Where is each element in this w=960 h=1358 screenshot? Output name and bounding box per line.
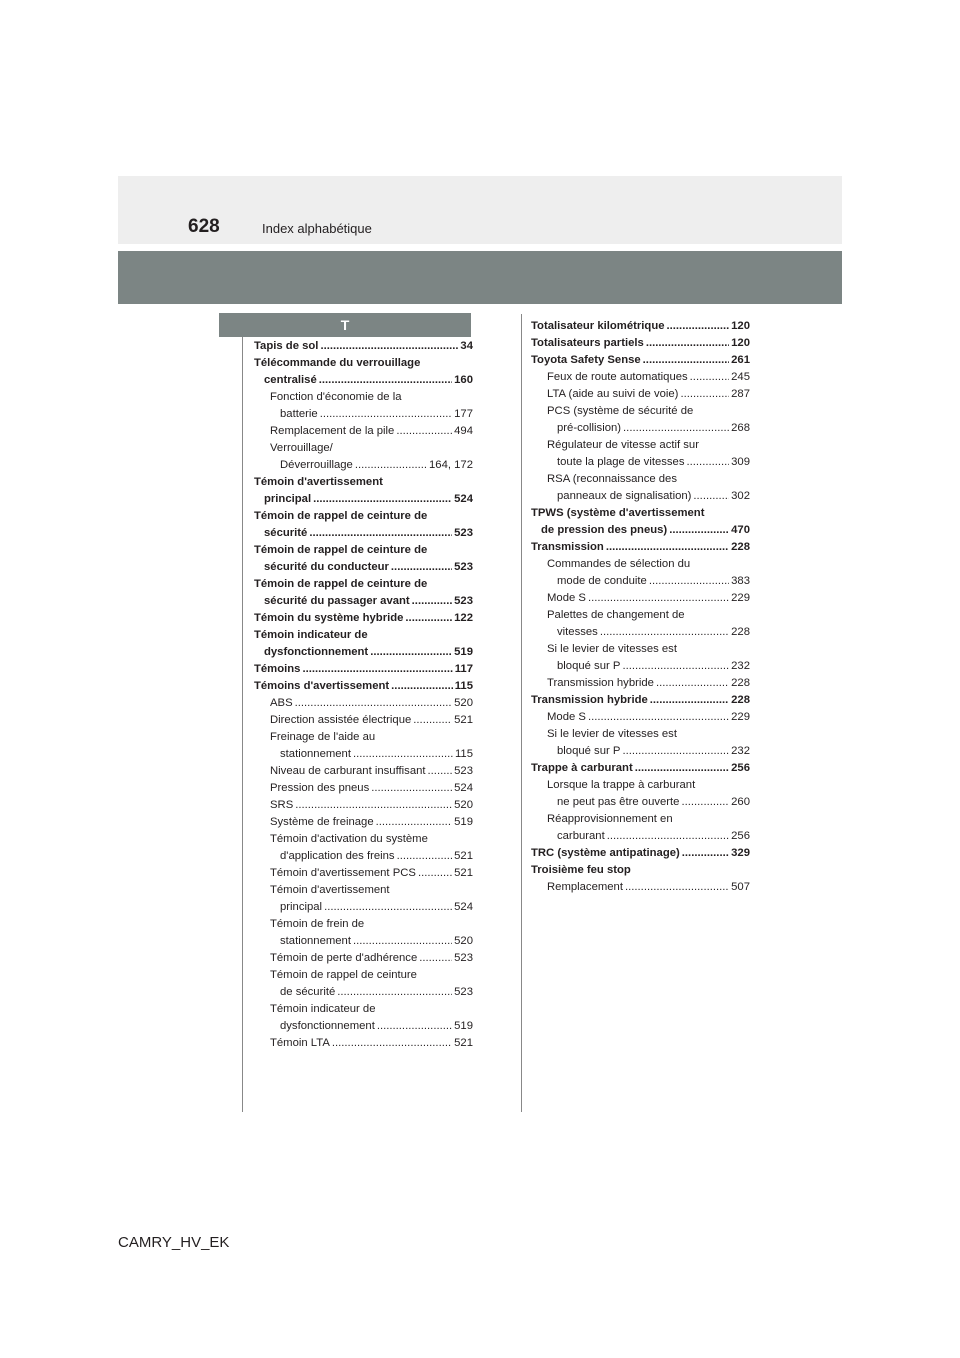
- index-entry-line: Freinage de l'aide au: [270, 731, 376, 743]
- index-entry-page: 523: [454, 561, 473, 573]
- index-entry-page: 228: [731, 541, 750, 553]
- index-entry-term: Trappe à carburant: [531, 762, 633, 774]
- index-entry-page: 523: [454, 595, 473, 607]
- dot-leader: [690, 369, 729, 386]
- index-entry: [531, 403, 750, 437]
- dot-leader: [313, 491, 452, 508]
- index-entry-term: de sécurité: [280, 986, 336, 998]
- index-entry-term: principal: [264, 493, 312, 505]
- index-entry-term: Remplacement: [547, 881, 623, 893]
- index-entry-term: stationnement: [280, 748, 351, 760]
- index-entry-page: 177: [454, 408, 473, 420]
- dot-leader: [625, 879, 729, 896]
- index-entry-term: dysfonctionnement: [280, 1020, 375, 1032]
- dot-leader: [635, 760, 729, 777]
- index-entry-term: carburant: [557, 830, 605, 842]
- index-letter-tab: T: [219, 313, 471, 337]
- index-entry-line: Témoin de rappel de ceinture de: [254, 510, 428, 522]
- index-entry-line: Télécommande du verrouillage: [254, 357, 421, 369]
- index-entry: [531, 709, 750, 726]
- dot-leader: [319, 372, 452, 389]
- dot-leader: [588, 709, 729, 726]
- index-entry-page: 232: [731, 660, 750, 672]
- index-entry-term: Pression des pneus: [270, 782, 370, 794]
- index-entry-term: Transmission hybride: [531, 694, 648, 706]
- dot-leader: [649, 573, 729, 590]
- index-entry-line: Si le levier de vitesses est: [547, 728, 677, 740]
- dot-leader: [428, 763, 453, 780]
- index-entry-page: 507: [731, 881, 750, 893]
- index-entry-page: 120: [731, 337, 750, 349]
- dot-leader: [376, 814, 453, 831]
- dot-leader: [302, 661, 452, 678]
- index-entry-term: Totalisateurs partiels: [531, 337, 644, 349]
- index-entry-term: Système de freinage: [270, 816, 374, 828]
- index-entry-term: sécurité du passager avant: [264, 595, 410, 607]
- dot-leader: [681, 794, 729, 811]
- index-entry: [531, 692, 750, 709]
- index-entry-line: Réapprovisionnement en: [547, 813, 673, 825]
- column-divider-right: [521, 314, 522, 1112]
- index-entry-term: Remplacement de la pile: [270, 425, 395, 437]
- index-entry: [254, 729, 473, 763]
- dot-leader: [646, 335, 729, 352]
- index-column-2: [531, 318, 750, 896]
- header-top-band: [118, 176, 842, 244]
- index-entry-line: Si le levier de vitesses est: [547, 643, 677, 655]
- index-entry: [254, 423, 473, 440]
- index-entry-page: 261: [731, 354, 750, 366]
- index-entry-term: Niveau de carburant insuffisant: [270, 765, 426, 777]
- dot-leader: [607, 828, 729, 845]
- index-entry-page: 383: [731, 575, 750, 587]
- dot-leader: [355, 457, 427, 474]
- index-entry: [254, 440, 473, 474]
- index-entry-term: SRS: [270, 799, 294, 811]
- index-entry: [531, 335, 750, 352]
- dot-leader: [309, 525, 452, 542]
- index-entry-line: Palettes de changement de: [547, 609, 685, 621]
- index-entry-term: bloqué sur P: [557, 745, 621, 757]
- index-entry-page: 523: [454, 527, 473, 539]
- index-entry: [254, 1001, 473, 1035]
- dot-leader: [623, 420, 729, 437]
- index-entry: [254, 695, 473, 712]
- index-entry-line: Troisième feu stop: [531, 864, 631, 876]
- index-entry-term: Transmission hybride: [547, 677, 654, 689]
- index-entry-line: Commandes de sélection du: [547, 558, 691, 570]
- dot-leader: [353, 746, 453, 763]
- index-entry-term: principal: [280, 901, 323, 913]
- document-code: CAMRY_HV_EK: [118, 1234, 230, 1251]
- index-entry-page: 122: [454, 612, 473, 624]
- dot-leader: [295, 797, 452, 814]
- index-entry-page: 115: [454, 680, 473, 692]
- index-entry-line: Témoin de frein de: [270, 918, 365, 930]
- index-entry-term: Mode S: [547, 711, 586, 723]
- dot-leader: [391, 678, 453, 695]
- dot-leader: [413, 712, 452, 729]
- index-entry-page: 329: [731, 847, 750, 859]
- dot-leader: [680, 386, 729, 403]
- index-entry-page: 519: [454, 816, 473, 828]
- index-entry-page: 524: [454, 782, 473, 794]
- index-entry-line: Témoin de rappel de ceinture de: [254, 578, 428, 590]
- index-entry-line: Témoin indicateur de: [254, 629, 368, 641]
- index-entry-page: 524: [454, 901, 473, 913]
- index-entry: [254, 797, 473, 814]
- index-entry-page: 523: [454, 986, 473, 998]
- index-entry: [254, 967, 473, 1001]
- index-entry: [531, 879, 750, 896]
- dot-leader: [397, 848, 453, 865]
- dot-leader: [353, 933, 452, 950]
- index-entry: [531, 641, 750, 675]
- index-entry-line: Régulateur de vitesse actif sur: [547, 439, 699, 451]
- index-entry-page: 115: [454, 748, 473, 760]
- dot-leader: [588, 590, 729, 607]
- dot-leader: [377, 1018, 452, 1035]
- index-entry-page: 523: [454, 765, 473, 777]
- index-entry: [254, 474, 473, 508]
- index-entry-page: 260: [731, 796, 750, 808]
- dot-leader: [405, 610, 452, 627]
- index-entry-page: 245: [731, 371, 750, 383]
- index-entry-term: sécurité: [264, 527, 308, 539]
- dot-leader: [419, 950, 452, 967]
- header-band: [118, 251, 842, 304]
- index-entry: [531, 845, 750, 862]
- index-entry-term: stationnement: [280, 935, 351, 947]
- index-entry-page: 519: [454, 646, 473, 658]
- index-entry-page: 287: [731, 388, 750, 400]
- index-entry-line: Témoin de rappel de ceinture de: [254, 544, 428, 556]
- index-entry: [254, 627, 473, 661]
- index-entry-page: 520: [454, 935, 473, 947]
- index-entry-term: panneaux de signalisation): [557, 490, 692, 502]
- index-entry-line: Témoin d'activation du système: [270, 833, 428, 845]
- index-entry-page: 229: [731, 592, 750, 604]
- index-entry-term: Direction assistée électrique: [270, 714, 412, 726]
- index-entry-term: centralisé: [264, 374, 317, 386]
- index-entry-line: Fonction d'économie de la: [270, 391, 402, 403]
- dot-leader: [337, 984, 452, 1001]
- dot-leader: [371, 780, 452, 797]
- index-entry-term: Témoin LTA: [270, 1037, 330, 1049]
- index-entry-page: 120: [731, 320, 750, 332]
- index-entry: [254, 576, 473, 610]
- dot-leader: [682, 845, 729, 862]
- index-entry-line: PCS (système de sécurité de: [547, 405, 694, 417]
- index-entry: [254, 712, 473, 729]
- index-entry-line: Témoin indicateur de: [270, 1003, 376, 1015]
- index-entry: [531, 590, 750, 607]
- index-entry-page: 228: [731, 694, 750, 706]
- index-entry: [531, 777, 750, 811]
- index-entry-term: Témoin de perte d'adhérence: [270, 952, 418, 964]
- dot-leader: [295, 695, 453, 712]
- index-entry: [254, 355, 473, 389]
- page-number: 628: [188, 216, 220, 237]
- index-entry-term: batterie: [280, 408, 318, 420]
- index-entry: [531, 352, 750, 369]
- index-entry-page: 519: [454, 1020, 473, 1032]
- index-entry-line: Témoin d'avertissement: [270, 884, 390, 896]
- index-entry-line: RSA (reconnaissance des: [547, 473, 677, 485]
- index-entry-page: 160: [454, 374, 473, 386]
- index-entry-term: pré-collision): [557, 422, 622, 434]
- index-entry: [531, 607, 750, 641]
- index-entry-term: ABS: [270, 697, 293, 709]
- dot-leader: [418, 865, 452, 882]
- index-entry: [531, 539, 750, 556]
- index-entry: [254, 542, 473, 576]
- dot-leader: [669, 522, 729, 539]
- dot-leader: [391, 559, 452, 576]
- index-entry: [531, 471, 750, 505]
- index-entry-page: 524: [454, 493, 473, 505]
- index-entry-term: Témoins: [254, 663, 301, 675]
- index-entry: [531, 369, 750, 386]
- index-entry: [254, 1035, 473, 1052]
- index-entry-line: TPWS (système d'avertissement: [531, 507, 705, 519]
- index-entry-term: de pression des pneus): [541, 524, 668, 536]
- dot-leader: [622, 658, 729, 675]
- index-entry-page: 521: [454, 714, 473, 726]
- index-entry-term: vitesses: [557, 626, 598, 638]
- index-entry-term: ne peut pas être ouverte: [557, 796, 680, 808]
- dot-leader: [320, 338, 458, 355]
- index-entry: [254, 882, 473, 916]
- index-entry-page: 117: [454, 663, 473, 675]
- index-entry-page: 228: [731, 677, 750, 689]
- index-entry-page: 228: [731, 626, 750, 638]
- index-entry-term: Déverrouillage: [280, 459, 353, 471]
- dot-leader: [600, 624, 729, 641]
- index-entry: [254, 780, 473, 797]
- index-entry-line: Témoin de rappel de ceinture: [270, 969, 417, 981]
- section-title: Index alphabétique: [262, 221, 372, 236]
- index-entry-term: Totalisateur kilométrique: [531, 320, 665, 332]
- index-entry: [254, 508, 473, 542]
- index-entry: [531, 556, 750, 590]
- dot-leader: [693, 488, 729, 505]
- index-entry-line: Témoin d'avertissement: [254, 476, 383, 488]
- index-entry: [254, 814, 473, 831]
- dot-leader: [622, 743, 729, 760]
- index-entry: [531, 437, 750, 471]
- index-entry: [531, 675, 750, 692]
- index-entry: [531, 726, 750, 760]
- index-entry-page: 521: [454, 1037, 473, 1049]
- index-entry-term: Transmission: [531, 541, 604, 553]
- index-entry-page: 520: [454, 697, 473, 709]
- dot-leader: [396, 423, 452, 440]
- index-entry: [254, 916, 473, 950]
- dot-leader: [320, 406, 452, 423]
- dot-leader: [687, 454, 730, 471]
- index-entry: [254, 661, 473, 678]
- index-entry: [254, 831, 473, 865]
- index-entry-page: 523: [454, 952, 473, 964]
- index-entry-page: 494: [454, 425, 473, 437]
- dot-leader: [370, 644, 452, 661]
- index-entry-term: mode de conduite: [557, 575, 647, 587]
- dot-leader: [412, 593, 452, 610]
- index-entry-page: 256: [731, 830, 750, 842]
- dot-leader: [606, 539, 729, 556]
- dot-leader: [324, 899, 452, 916]
- index-entry-term: TRC (système antipatinage): [531, 847, 680, 859]
- dot-leader: [656, 675, 729, 692]
- index-entry-page: 232: [731, 745, 750, 757]
- index-entry-term: Tapis de sol: [254, 340, 319, 352]
- index-entry: [254, 338, 473, 355]
- index-entry: [531, 505, 750, 539]
- index-entry-page: 521: [454, 850, 473, 862]
- index-entry-page: 34: [460, 340, 473, 352]
- index-entry: [254, 950, 473, 967]
- index-entry: [531, 386, 750, 403]
- index-entry-page: 229: [731, 711, 750, 723]
- index-entry: [254, 865, 473, 882]
- index-entry-term: LTA (aide au suivi de voie): [547, 388, 679, 400]
- index-entry-page: 256: [731, 762, 750, 774]
- index-entry-page: 309: [731, 456, 750, 468]
- index-entry-page: 470: [731, 524, 750, 536]
- index-entry-term: Mode S: [547, 592, 586, 604]
- index-entry-line: Lorsque la trappe à carburant: [547, 779, 696, 791]
- dot-leader: [650, 692, 729, 709]
- index-entry-page: 164, 172: [429, 459, 473, 471]
- index-entry-page: 302: [731, 490, 750, 502]
- index-entry-page: 520: [454, 799, 473, 811]
- index-entry: [254, 610, 473, 627]
- index-entry: [531, 811, 750, 845]
- index-entry: [254, 763, 473, 780]
- index-entry-term: d'application des freins: [280, 850, 395, 862]
- dot-leader: [643, 352, 729, 369]
- index-entry-term: sécurité du conducteur: [264, 561, 389, 573]
- index-column-1: [254, 338, 473, 1052]
- index-entry: [254, 678, 473, 695]
- index-entry-term: dysfonctionnement: [264, 646, 369, 658]
- index-entry-line: Verrouillage/: [270, 442, 333, 454]
- index-entry: [254, 389, 473, 423]
- dot-leader: [332, 1035, 452, 1052]
- index-entry: [531, 318, 750, 335]
- index-entry: [531, 862, 750, 879]
- index-entry: [531, 760, 750, 777]
- index-entry-term: Témoins d'avertissement: [254, 680, 390, 692]
- dot-leader: [667, 318, 730, 335]
- index-entry-term: Témoin du système hybride: [254, 612, 404, 624]
- index-entry-term: Toyota Safety Sense: [531, 354, 641, 366]
- index-entry-term: Témoin d'avertissement PCS: [270, 867, 416, 879]
- index-entry-page: 268: [731, 422, 750, 434]
- index-entry-term: Feux de route automatiques: [547, 371, 688, 383]
- index-entry-term: toute la plage de vitesses: [557, 456, 685, 468]
- column-divider-left: [242, 337, 243, 1112]
- index-entry-term: bloqué sur P: [557, 660, 621, 672]
- index-entry-page: 521: [454, 867, 473, 879]
